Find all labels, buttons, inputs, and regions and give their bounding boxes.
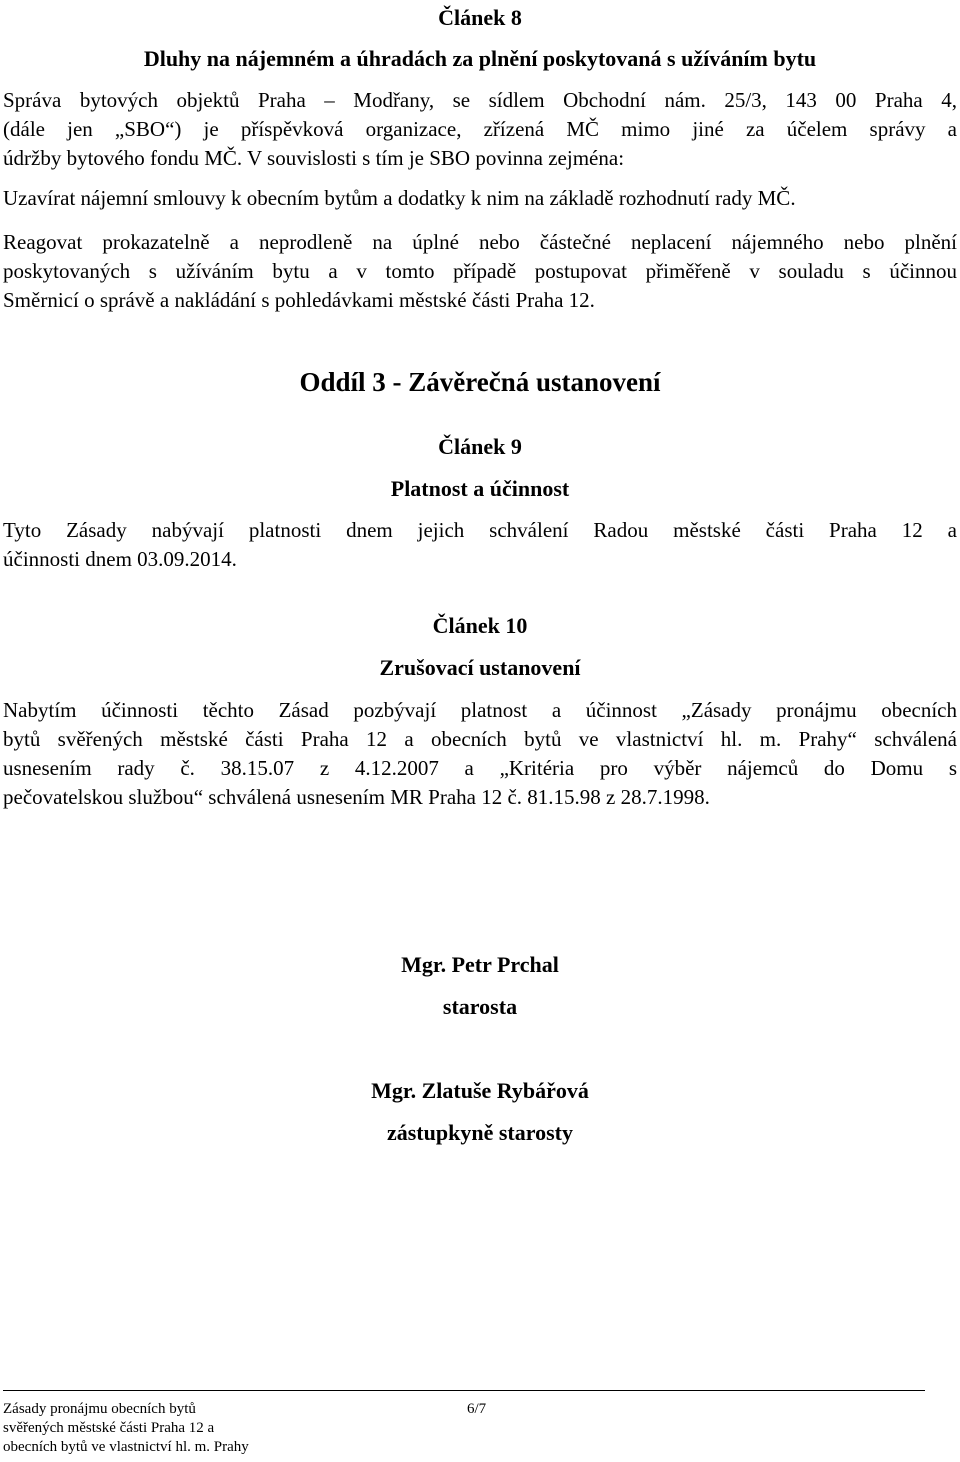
footer-document-name [3, 1400, 423, 1457]
duty-2-line: Reagovat prokazatelně a neprodleně na úplné nebo částečné neplacení nájemného nebo plnění [3, 230, 957, 254]
article-9-text [3, 516, 957, 574]
article-8-heading: Článek 8 [438, 5, 522, 30]
footer-divider [3, 1390, 925, 1391]
article-9-line: Tyto Zásady nabývají platnosti dnem jejich schválení Radou městské části Praha 12 a [3, 518, 957, 542]
deputy-name: Mgr. Zlatuše Rybářová [371, 1078, 589, 1103]
intro-line: Správa bytových objektů Praha – Modřany, se sídlem Obchodní nám. 25/3, 143 00 Praha 4, [3, 88, 957, 112]
article-9-heading: Článek 9 [438, 434, 522, 459]
section-3-title: Oddíl 3 - Závěrečná ustanovení [299, 367, 661, 397]
duty-2-line: Směrnicí o správě a nakládání s pohledávkami městské části Praha 12. [3, 288, 595, 312]
article-10-line: pečovatelskou službou“ schválená usnesením MR Praha 12 č. 81.15.98 z 28.7.1998. [3, 785, 710, 809]
article-10-text [3, 696, 957, 812]
intro-line: (dále jen „SBO“) je příspěvková organizace, zřízená MČ mimo jiné za účelem správy a [3, 117, 957, 141]
article-8-duty-1: Uzavírat nájemní smlouvy k obecním bytům a dodatky k nim na základě rozhodnutí rady MČ. [3, 186, 796, 210]
footer-line: obecních bytů ve vlastnictví hl. m. Prahy [3, 1439, 249, 1455]
article-9-title: Platnost a účinnost [390, 476, 570, 501]
footer-line: svěřených městské části Praha 12 a [3, 1420, 215, 1436]
article-10-title: Zrušovací ustanovení [379, 655, 581, 680]
article-8-duty-2 [3, 228, 957, 315]
intro-line: údržby bytového fondu MČ. V souvislosti s tím je SBO povinna zejména: [3, 146, 625, 170]
article-10-line: bytů svěřených městské části Praha 12 a obecních bytů ve vlastnictví hl. m. Prahy“ schválená [3, 727, 957, 751]
duty-2-line: poskytovaných s užíváním bytu a v tomto případě postupovat přiměřeně v souladu s účinnou [3, 259, 957, 283]
article-9-line: účinnosti dnem 03.09.2014. [3, 547, 237, 571]
article-8-title: Dluhy na nájemném a úhradách za plnění poskytovaná s užíváním bytu [143, 46, 817, 71]
article-10-line: usnesením rady č. 38.15.07 z 4.12.2007 a „Kritéria pro výběr nájemců do Domu s [3, 756, 957, 780]
article-10-heading: Článek 10 [432, 613, 528, 638]
mayor-role: starosta [442, 994, 518, 1019]
deputy-role: zástupkyně starosty [386, 1120, 573, 1145]
mayor-name: Mgr. Petr Prchal [401, 952, 559, 977]
article-8-intro [3, 86, 957, 173]
article-10-line: Nabytím účinnosti těchto Zásad pozbývají platnost a účinnost „Zásady pronájmu obecních [3, 698, 957, 722]
footer-page-number: 6/7 [467, 1401, 487, 1417]
footer-line: Zásady pronájmu obecních bytů [3, 1401, 196, 1417]
